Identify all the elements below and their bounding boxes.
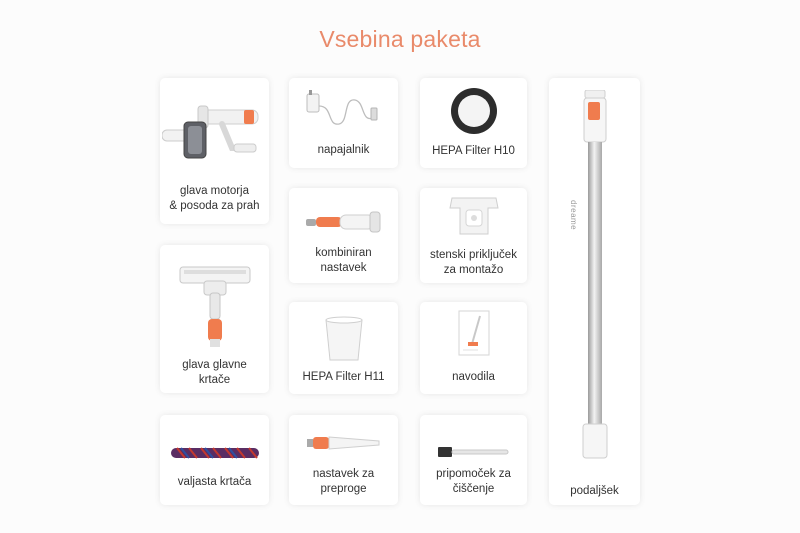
combination-nozzle-image <box>306 210 382 234</box>
hepa-h10-label <box>420 144 527 159</box>
page-title: Vsebina paketa <box>319 26 481 52</box>
item-card-hepa-h11 <box>289 302 398 394</box>
hepa-h10-image <box>449 86 499 136</box>
crevice-nozzle-image <box>307 433 381 455</box>
crevice-nozzle-label-line2: preproge <box>320 483 367 495</box>
motor-head-label-line2: & posoda za prah <box>169 200 260 212</box>
cleaning-tool-label-line1: pripomoček za <box>436 468 511 480</box>
item-card-crevice-nozzle <box>289 415 398 505</box>
motor-head-label <box>160 184 269 214</box>
manual-image <box>458 310 490 356</box>
hepa-h10-label-line1: HEPA Filter H10 <box>432 145 515 157</box>
roller-brush-label <box>160 475 269 490</box>
combination-nozzle-label-line1: kombiniran <box>315 247 372 259</box>
extension-tube-label <box>549 484 640 499</box>
wall-mount-label <box>420 248 527 278</box>
motor-head-label-line1: glava motorja <box>179 185 250 197</box>
combination-nozzle-label-line2: nastavek <box>320 262 367 274</box>
crevice-nozzle-label <box>289 467 398 497</box>
wall-mount-label-line2: za montažo <box>443 264 504 276</box>
item-card-cleaning-tool <box>420 415 527 505</box>
main-brush-head-label <box>160 358 269 388</box>
charger-label-line1: napajalnik <box>317 144 370 156</box>
extension-tube-image <box>579 90 611 460</box>
motor-head-image <box>162 96 267 162</box>
charger-label <box>289 143 398 158</box>
hepa-h11-label <box>289 370 398 385</box>
item-card-combination-nozzle <box>289 188 398 283</box>
main-brush-head-label-line2: krtače <box>198 374 231 386</box>
manual-label <box>420 370 527 385</box>
item-card-hepa-h10 <box>420 78 527 168</box>
item-card-manual <box>420 302 527 394</box>
cleaning-tool-label <box>420 467 527 497</box>
hepa-h11-label-line1: HEPA Filter H11 <box>302 371 385 383</box>
wall-mount-image <box>446 196 502 240</box>
extension-tube-brand: dreame <box>569 200 578 231</box>
cleaning-tool-image <box>438 445 510 459</box>
main-brush-head-image <box>178 265 252 349</box>
item-card-wall-mount <box>420 188 527 283</box>
charger-image <box>305 88 383 132</box>
wall-mount-label-line1: stenski priključek <box>430 249 517 261</box>
roller-brush-image <box>171 446 259 460</box>
roller-brush-label-line1: valjasta krtača <box>177 476 252 488</box>
main-brush-head-label-line1: glava glavne <box>182 359 247 371</box>
item-card-main-brush-head <box>160 245 269 393</box>
cleaning-tool-label-line2: čiščenje <box>452 483 495 495</box>
extension-tube-label-line1: podaljšek <box>570 485 619 497</box>
item-card-roller-brush <box>160 415 269 505</box>
item-card-charger <box>289 78 398 168</box>
crevice-nozzle-label-line1: nastavek za <box>312 468 375 480</box>
item-card-motor-head <box>160 78 269 224</box>
hepa-h11-image <box>324 316 364 362</box>
combination-nozzle-label <box>289 246 398 276</box>
item-card-extension-tube <box>549 78 640 505</box>
manual-label-line1: navodila <box>452 371 495 383</box>
